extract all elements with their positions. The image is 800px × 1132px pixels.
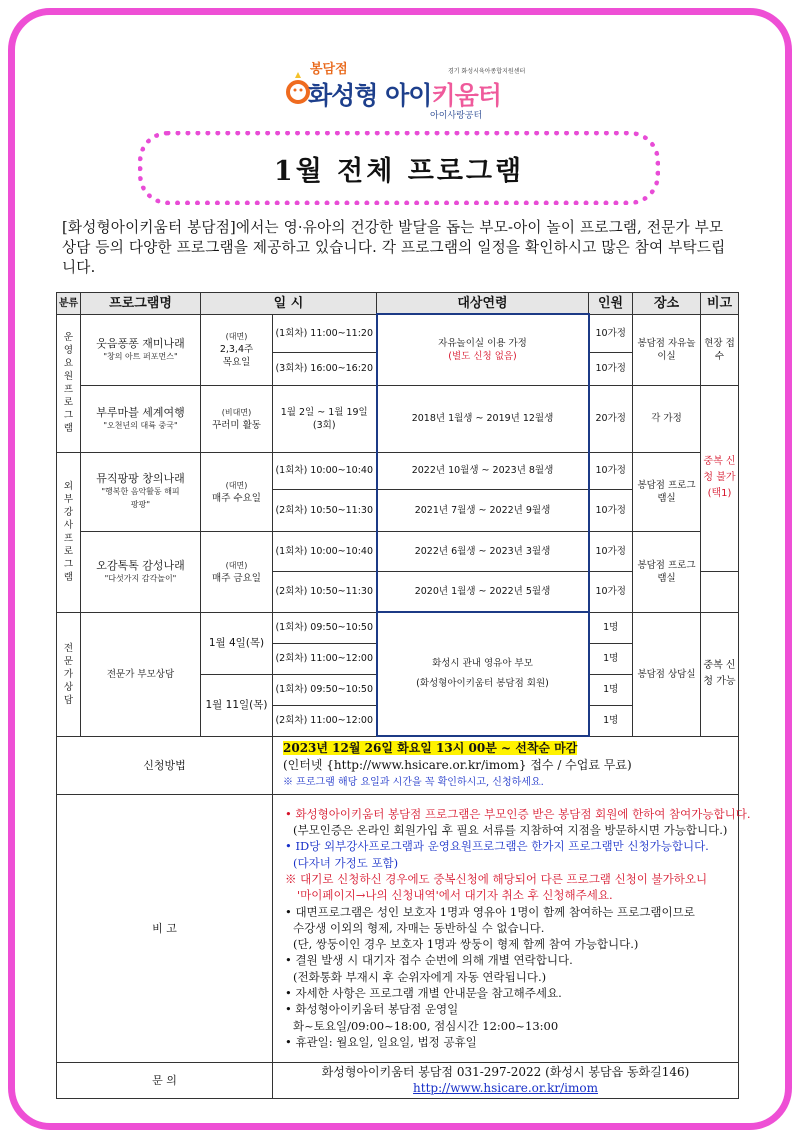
program-subtitle: "다섯가지 감각놀이" bbox=[104, 573, 177, 583]
apply-deadline: 2023년 12월 26일 화요일 13시 00분 ~ 선착순 마감 bbox=[283, 740, 578, 755]
remark: 현장 접수 bbox=[701, 314, 739, 385]
remark-empty bbox=[701, 571, 739, 612]
header-remark: 비고 bbox=[701, 293, 739, 315]
session-time: (1회차) 09:50~10:50 bbox=[273, 674, 377, 705]
place: 봉담점 상담실 bbox=[633, 612, 701, 736]
capacity: 20가정 bbox=[589, 385, 633, 452]
contact-content bbox=[273, 1062, 739, 1098]
note-line: • 자세한 사항은 프로그램 개별 안내문을 참고해주세요. bbox=[285, 986, 562, 1001]
table-row bbox=[57, 385, 739, 452]
age-cell: 2022년 10월생 ~ 2023년 8월생 bbox=[377, 452, 589, 489]
capacity: 10가정 bbox=[589, 452, 633, 489]
age-cell: 2020년 1월생 ~ 2022년 5월생 bbox=[377, 571, 589, 612]
session-time: (2회차) 10:50~11:30 bbox=[273, 571, 377, 612]
program-name: 뮤직팡팡 창의나래 bbox=[96, 472, 185, 485]
age-text: 화성시 관내 영유아 부모 bbox=[432, 658, 533, 669]
intro-text: [화성형아이키움터 봉담점]에서는 영·유아의 건강한 발달을 돕는 부모-아이 놀이 프로그램, 전문가 부모상담 등의 다양한 프로그램을 제공하고 있습니다. 각 프로그램의 일정을 확인하시고 많은 참여 부탁드립니다. bbox=[62, 219, 726, 276]
capacity: 1명 bbox=[589, 643, 633, 674]
program-subtitle: "창의 아트 퍼포먼스" bbox=[103, 351, 178, 361]
header-category: 분류 bbox=[57, 293, 81, 315]
note-line: (부모인증은 온라인 회원가입 후 필요 서류를 지참하여 지점을 방문하시면 가능합니다.) bbox=[293, 823, 728, 838]
period-text: 1월 2일 ~ 1월 19일 bbox=[280, 406, 368, 418]
program-name: 전문가 부모상담 bbox=[81, 612, 201, 736]
mode-label: (대면) bbox=[225, 560, 248, 570]
logo-name bbox=[308, 76, 501, 112]
session-count: (3회) bbox=[312, 419, 336, 431]
contact-row bbox=[57, 1062, 739, 1098]
note-line: • 화성형아이키움터 봉담점 운영일 bbox=[285, 1002, 459, 1017]
table-row bbox=[57, 452, 739, 489]
category-staff: 운영요원프로그램 bbox=[57, 314, 81, 452]
header-place: 장소 bbox=[633, 293, 701, 315]
apply-method: (인터넷 {http://www.hsicare.or.kr/imom} 접수 / 수업료 무료) bbox=[283, 757, 632, 772]
date-label: 1월 4일(목) bbox=[201, 612, 273, 674]
header-capacity: 인원 bbox=[589, 293, 633, 315]
age-text: 자유놀이실 이용 가정 bbox=[438, 337, 527, 349]
table-header-row bbox=[57, 293, 739, 315]
schedule-cell bbox=[201, 314, 273, 385]
program-name: 웃음퐁퐁 재미나래 bbox=[96, 336, 185, 350]
program-subtitle: "행복한 음악활동 해피팡팡" bbox=[101, 487, 180, 509]
category-expert: 전문가상담 bbox=[57, 612, 81, 736]
header-age: 대상연령 bbox=[377, 293, 589, 315]
header-program: 프로그램명 bbox=[81, 293, 201, 315]
logo-center-name: 경기 화성시육아종합지원센터 bbox=[448, 68, 526, 75]
mode-label: (대면) bbox=[225, 480, 248, 490]
session-time: (3회차) 16:00~16:20 bbox=[273, 352, 377, 385]
note-line: (전화통화 부재시 후 순위자에게 자동 연락됩니다.) bbox=[293, 969, 547, 984]
note-line: • ID당 외부강사프로그램과 운영요원프로그램은 한가지 프로그램만 신청가능합니다. bbox=[285, 839, 709, 854]
remark: 중복 신청 가능 bbox=[701, 612, 739, 736]
program-subtitle: "오천년의 대륙 중국" bbox=[103, 420, 178, 430]
weekday-label: 목요일 bbox=[222, 357, 251, 368]
age-cell: 2021년 7월생 ~ 2022년 9월생 bbox=[377, 489, 589, 531]
logo bbox=[285, 58, 540, 122]
capacity: 10가정 bbox=[589, 314, 633, 352]
contact-label: 문 의 bbox=[57, 1062, 273, 1098]
note-line: '마이페이지→나의 신청내역'에서 대기자 취소 후 신청해주세요. bbox=[297, 888, 613, 903]
date-label: 1월 11일(목) bbox=[201, 674, 273, 736]
remark-no-duplicate: 중복 신청 불가 (택1) bbox=[701, 385, 739, 571]
logo-branch: 봉담점 bbox=[310, 62, 348, 77]
capacity: 10가정 bbox=[589, 571, 633, 612]
mode-label: (대면) bbox=[225, 332, 248, 341]
schedule-cell bbox=[201, 385, 273, 452]
place: 봉담점 자유놀이실 bbox=[633, 314, 701, 385]
age-cell bbox=[377, 612, 589, 736]
program-name-cell bbox=[81, 314, 201, 385]
place: 각 가정 bbox=[633, 385, 701, 452]
logo-name-part2: 키움터 bbox=[431, 81, 501, 110]
table-row bbox=[57, 531, 739, 571]
notes-label: 비 고 bbox=[57, 794, 273, 1062]
apply-label: 신청방법 bbox=[57, 736, 273, 794]
contact-link[interactable]: http://www.hsicare.or.kr/imom bbox=[413, 1081, 598, 1095]
mode-label: (비대면) bbox=[221, 407, 252, 417]
note-line: ※ 대기로 신청하신 경우에도 중복신청에 해당되어 다른 프로그램 신청이 불가하오니 bbox=[285, 871, 708, 886]
notes-row bbox=[57, 794, 739, 1062]
program-name-cell bbox=[81, 531, 201, 612]
session-time: (2회차) 11:00~12:00 bbox=[273, 643, 377, 674]
weekday-label: 매주 금요일 bbox=[212, 572, 261, 584]
weeks-label: 2,3,4주 bbox=[219, 344, 254, 355]
apply-content bbox=[273, 736, 739, 794]
place: 봉담점 프로그램실 bbox=[633, 452, 701, 531]
age-note: (화성형아이키움터 봉담점 회원) bbox=[416, 678, 549, 689]
session-time: (1회차) 10:00~10:40 bbox=[273, 452, 377, 489]
program-name-cell bbox=[81, 452, 201, 531]
header-datetime: 일 시 bbox=[201, 293, 377, 315]
table-row bbox=[57, 314, 739, 352]
note-line: • 결원 발생 시 대기자 접수 순번에 의해 개별 연락합니다. bbox=[285, 953, 573, 968]
place: 봉담점 프로그램실 bbox=[633, 531, 701, 612]
category-external: 외부강사프로그램 bbox=[57, 452, 81, 612]
session-time: (1회차) 10:00~10:40 bbox=[273, 531, 377, 571]
activity-label: 꾸러미 활동 bbox=[212, 419, 261, 431]
weekday-label: 매주 수요일 bbox=[212, 492, 261, 504]
note-line: • 대면프로그램은 성인 보호자 1명과 영유아 1명이 함께 참여하는 프로그램이므로 bbox=[285, 904, 695, 919]
logo-slogan: 아이사랑공터 bbox=[430, 111, 483, 121]
page-title: 1월 전체 프로그램 bbox=[273, 155, 525, 187]
age-cell: 2018년 1월생 ~ 2019년 12월생 bbox=[377, 385, 589, 452]
period-cell bbox=[273, 385, 377, 452]
title-box bbox=[138, 131, 660, 205]
capacity: 10가정 bbox=[589, 531, 633, 571]
schedule-cell bbox=[201, 531, 273, 612]
session-time: (1회차) 09:50~10:50 bbox=[273, 612, 377, 643]
age-cell: 2022년 6월생 ~ 2023년 3월생 bbox=[377, 531, 589, 571]
note-line: • 화성형아이키움터 봉담점 프로그램은 부모인증 받은 봉담점 회원에 한하여 참여가능합니다. bbox=[285, 806, 751, 821]
note-line: • 휴관일: 월요일, 일요일, 법정 공휴일 bbox=[285, 1034, 477, 1049]
program-name: 오감톡톡 감성나래 bbox=[96, 558, 185, 572]
table-row bbox=[57, 612, 739, 643]
capacity: 10가정 bbox=[589, 489, 633, 531]
age-cell bbox=[377, 314, 589, 385]
program-name: 부루마블 세계여행 bbox=[96, 405, 185, 419]
logo-name-part1: 화성형 아이 bbox=[308, 81, 432, 110]
session-time: (2회차) 10:50~11:30 bbox=[273, 489, 377, 531]
session-time: (2회차) 11:00~12:00 bbox=[273, 705, 377, 736]
age-note: (별도 신청 없음) bbox=[448, 350, 517, 362]
capacity: 1명 bbox=[589, 674, 633, 705]
apply-note: ※ 프로그램 해당 요일과 시간을 꼭 확인하시고, 신청하세요. bbox=[283, 776, 544, 788]
note-line: 수강생 이외의 형제, 자매는 동반하실 수 없습니다. bbox=[293, 920, 545, 935]
session-time: (1회차) 11:00~11:20 bbox=[273, 314, 377, 352]
program-name-cell bbox=[81, 385, 201, 452]
capacity: 10가정 bbox=[589, 352, 633, 385]
program-table bbox=[56, 292, 751, 1099]
note-line: 화~토요일/09:00~18:00, 점심시간 12:00~13:00 bbox=[293, 1018, 559, 1033]
note-line: (다자녀 가정도 포함) bbox=[293, 855, 399, 870]
note-line: (단, 쌍둥이인 경우 보호자 1명과 쌍둥이 형제 함께 참여 가능합니다.) bbox=[293, 937, 639, 952]
notes-content bbox=[273, 794, 751, 1062]
capacity: 1명 bbox=[589, 705, 633, 736]
apply-row bbox=[57, 736, 739, 794]
contact-info: 화성형아이키움터 봉담점 031-297-2022 (화성시 봉담읍 동화길146) bbox=[321, 1065, 690, 1079]
schedule-cell bbox=[201, 452, 273, 531]
capacity: 1명 bbox=[589, 612, 633, 643]
